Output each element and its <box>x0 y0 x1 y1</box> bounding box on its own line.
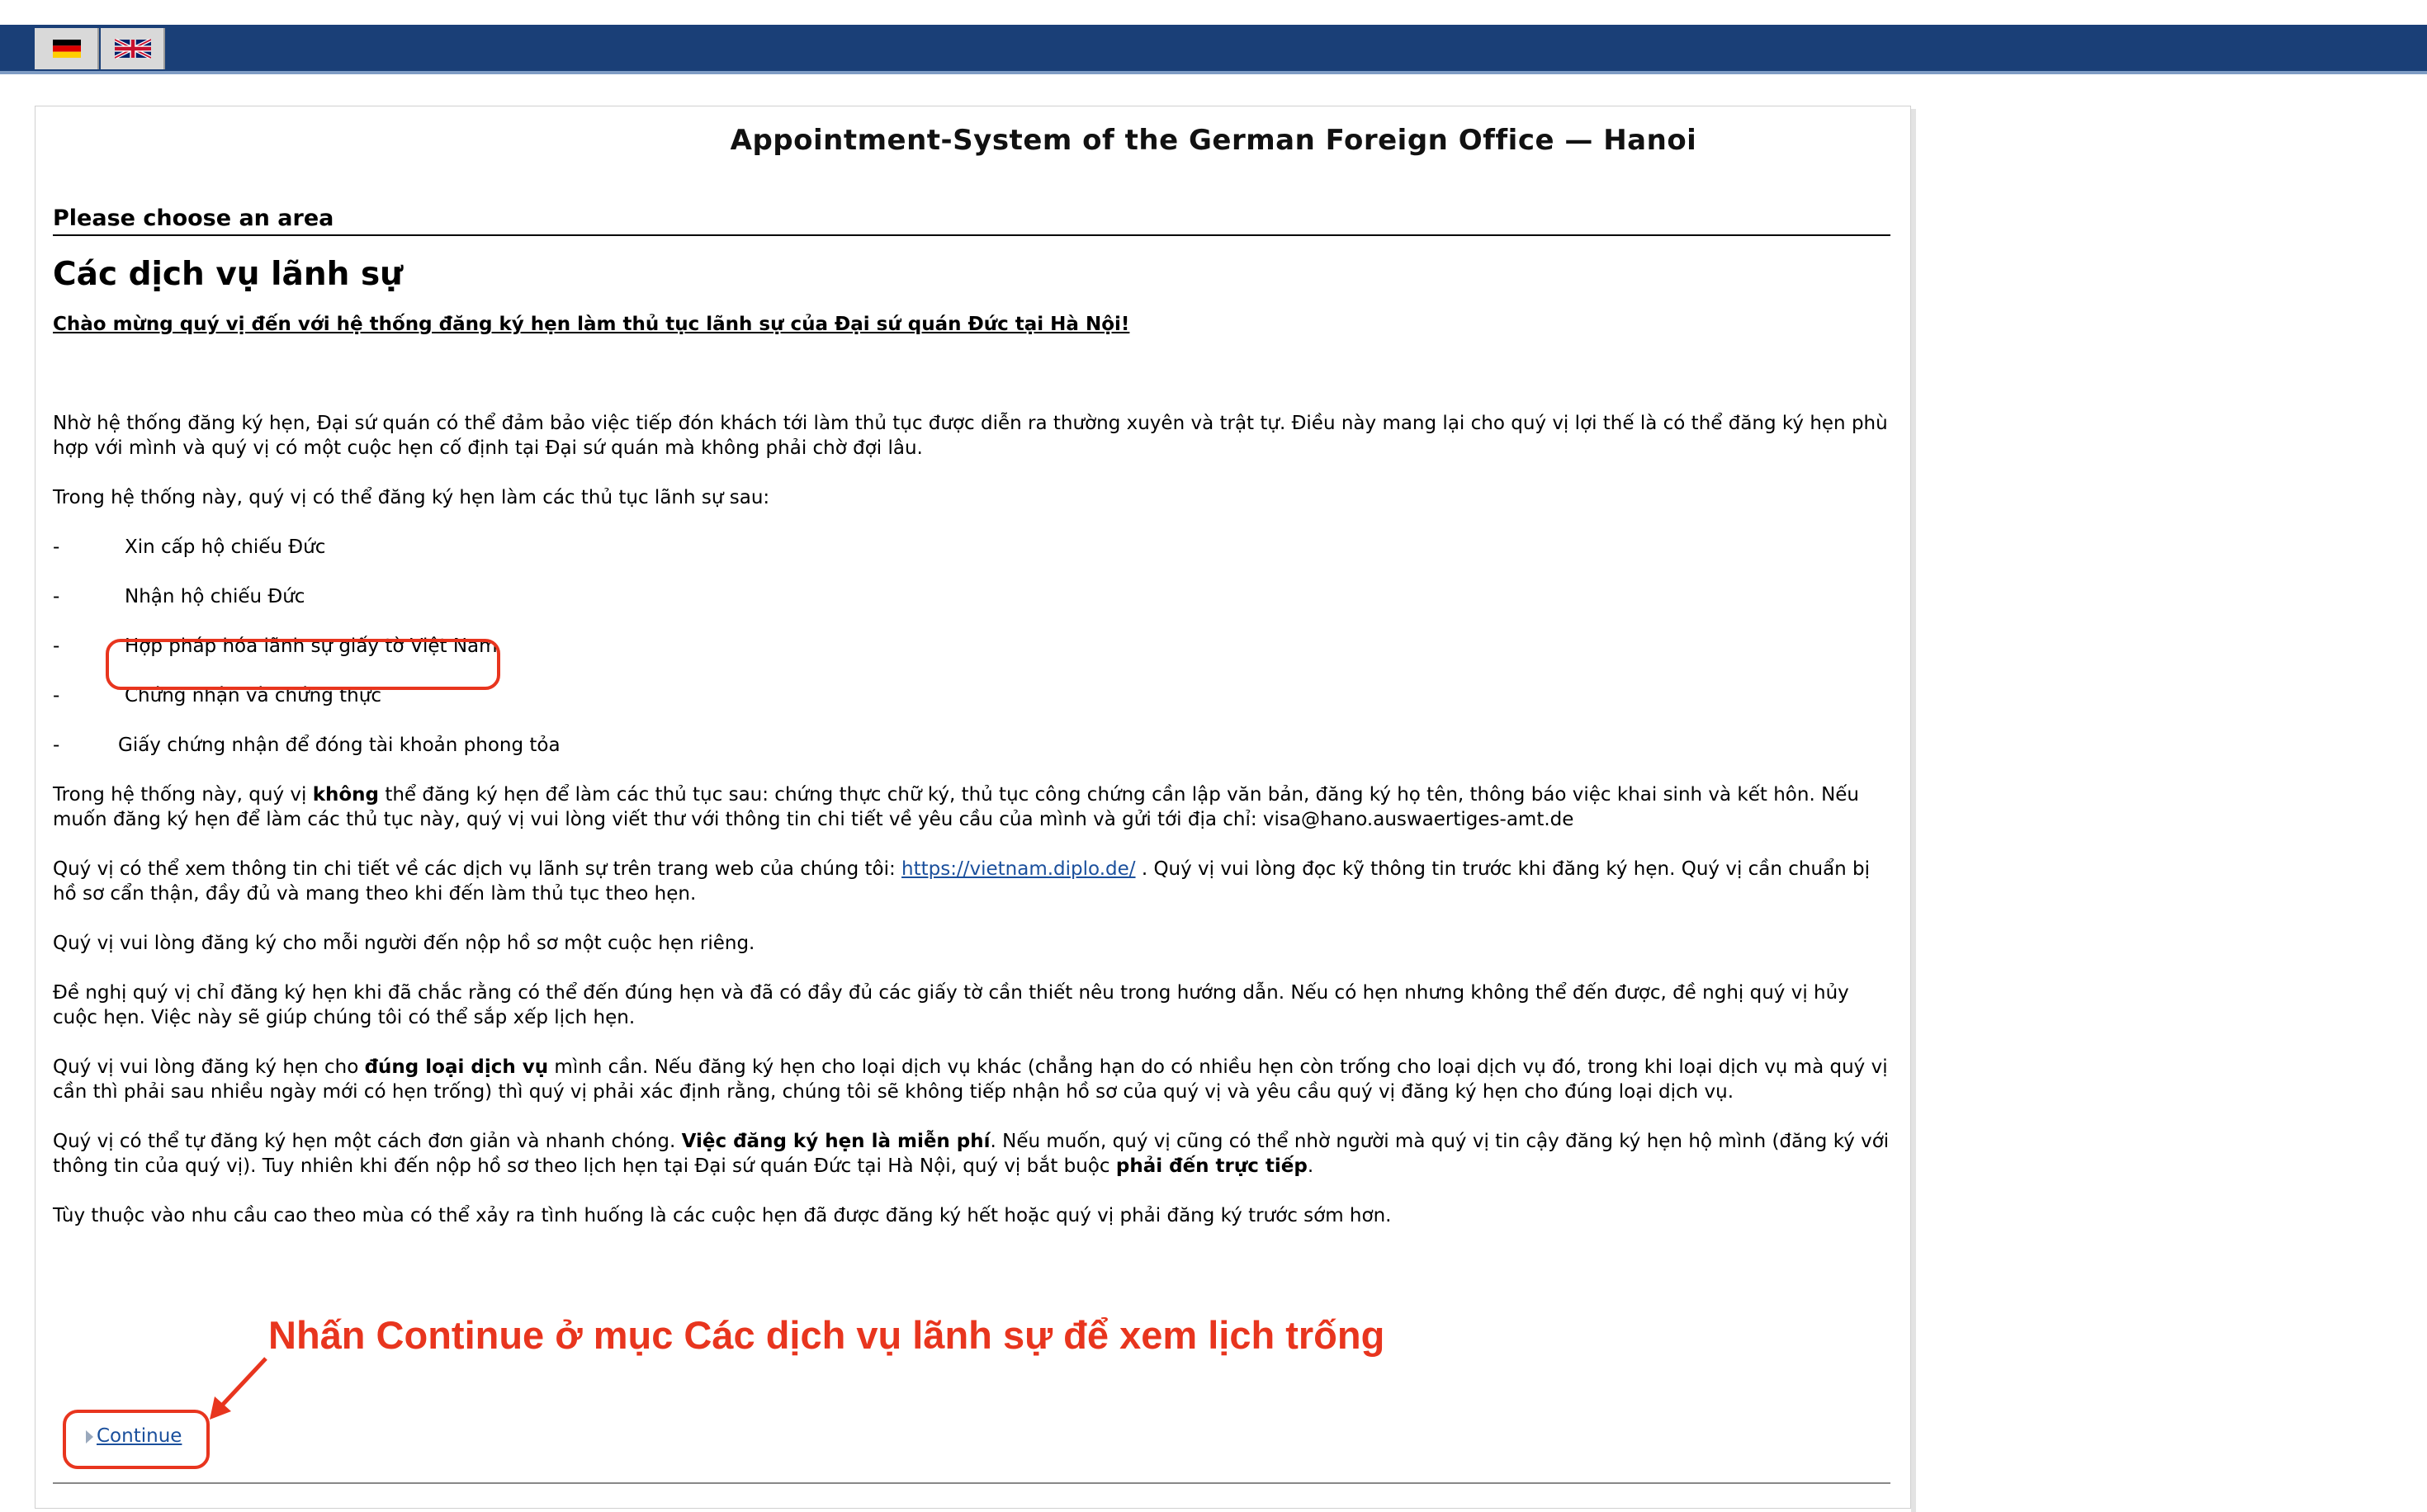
highlight-box-legalization <box>106 639 500 690</box>
list-item <box>53 733 1890 758</box>
service-item: Giấy chứng nhận để đóng tài khoản phong tỏa <box>118 735 561 756</box>
german-flag-icon <box>53 40 81 58</box>
list-item <box>53 584 1890 609</box>
list-dash: - <box>53 536 60 558</box>
attendance-paragraph: Đề nghị quý vị chỉ đăng ký hẹn khi đã chắc rằng có thể đến đúng hẹn và đã có đầy đủ các giấy tờ cần thiết nêu trong hướng dẫn. Nếu có hẹn nhưng không thể đến được, đề nghị quý vị hủy cuộc hẹn. Việc này sẽ giúp chúng tôi có thể sắp xếp lịch hẹn. <box>53 982 1849 1028</box>
uk-flag-icon <box>115 39 151 59</box>
one-appointment-paragraph: Quý vị vui lòng đăng ký cho mỗi người đến nộp hồ sơ một cuộc hẹn riêng. <box>53 933 755 954</box>
list-dash: - <box>53 685 60 706</box>
annotation-instruction: Nhấn Continue ở mục Các dịch vụ lãnh sự để xem lịch trống <box>268 1313 1385 1357</box>
list-dash: - <box>53 636 60 657</box>
service-item-highlighted: Hợp pháp hóa lãnh sự giấy tờ Việt Nam <box>125 636 498 657</box>
service-item: Nhận hộ chiếu Đức <box>125 586 305 607</box>
bottom-divider <box>53 1482 1890 1484</box>
section-title: Các dịch vụ lãnh sự <box>53 256 403 293</box>
arrow-right-icon <box>86 1430 93 1443</box>
services-intro: Trong hệ thống này, quý vị có thể đăng ký hẹn làm các thủ tục lãnh sự sau: <box>53 487 770 508</box>
service-item: Xin cấp hộ chiếu Đức <box>125 536 326 558</box>
welcome-message: Chào mừng quý vị đến với hệ thống đăng ký hẹn làm thủ tục lãnh sự của Đại sứ quán Đức tại Hà Nội! <box>53 314 1130 335</box>
continue-link[interactable]: Continue <box>97 1425 182 1447</box>
service-type-paragraph: Quý vị vui lòng đăng ký hẹn cho đúng loại dịch vụ mình cần. Nếu đăng ký hẹn cho loại dịch vụ khác (chẳng hạn do có nhiều hẹn còn trống cho loại dịch vụ đó, trong khi loại dịch vụ mà quý vị cần thì phải sau nhiều ngày mới có hẹn trống) thì quý vị phải xác định rằng, chúng tôi sẽ không tiếp nhận hồ sơ của quý vị và yêu cầu quý vị đăng ký hẹn cho đúng loại dịch vụ. <box>53 1056 1888 1103</box>
service-item: Chứng nhận và chứng thực <box>125 685 381 706</box>
top-bar-divider <box>0 71 2427 74</box>
panel-shadow <box>1911 109 1916 1512</box>
content-area <box>53 206 1890 1253</box>
excluded-services-paragraph: Trong hệ thống này, quý vị không thể đăng ký hẹn để làm các thủ tục sau: chứng thực chữ ký, thủ tục công chứng cần lập văn bản, đăng ký họ tên, thông báo việc khai sinh và kết hôn. Nếu muốn đăng ký hẹn để làm các thủ tục này, quý vị vui lòng viết thư với thông tin chi tiết về yêu cầu của mình và gửi tới địa chỉ: visa@hano.auswaertiges-amt.de <box>53 784 1860 830</box>
intro-paragraph: Nhờ hệ thống đăng ký hẹn, Đại sứ quán có thể đảm bảo việc tiếp đón khách tới làm thủ tục được diễn ra thường xuyên và trật tự. Điều này mang lại cho quý vị lợi thế là có thể đăng ký hẹn phù hợp với mình và quý vị có một cuộc hẹn cố định tại Đại sứ quán mà không phải chờ đợi lâu. <box>53 413 1888 459</box>
embassy-website-link[interactable]: https://vietnam.diplo.de/ <box>901 858 1136 880</box>
choose-area-heading: Please choose an area <box>53 206 1890 236</box>
seasonal-demand-paragraph: Tùy thuộc vào nhu cầu cao theo mùa có thể xảy ra tình huống là các cuộc hẹn đã được đăng ký hết hoặc quý vị phải đăng ký trước sớm hơn. <box>53 1205 1392 1226</box>
annotation-arrow-icon <box>206 1354 305 1428</box>
list-dash: - <box>53 586 60 607</box>
list-item <box>53 535 1890 560</box>
free-registration-paragraph: Quý vị có thể tự đăng ký hẹn một cách đơn giản và nhanh chóng. Việc đăng ký hẹn là miễn phí. Nếu muốn, quý vị cũng có thể nhờ người mà quý vị tin cậy đăng ký hẹn hộ mình (đăng ký với thông tin của quý vị). Tuy nhiên khi đến nộp hồ sơ theo lịch hẹn tại Đại sứ quán Đức tại Hà Nội, quý vị bắt buộc phải đến trực tiếp. <box>53 1131 1890 1177</box>
website-info-paragraph: Quý vị có thể xem thông tin chi tiết về các dịch vụ lãnh sự trên trang web của chúng tôi: https://vietnam.diplo.de/ . Quý vị vui lòng đọc kỹ thông tin trước khi đăng ký hẹn. Quý vị cần chuẩn bị hồ sơ cẩn thận, đầy đủ và mang theo khi đến làm thủ tục theo hẹn. <box>53 858 1871 905</box>
page-title: Appointment-System of the German Foreign Office — Hanoi <box>730 124 1697 157</box>
continue-link-wrapper <box>86 1425 182 1447</box>
language-german-button[interactable] <box>35 28 99 69</box>
language-english-button[interactable] <box>101 28 165 69</box>
top-navigation-bar <box>0 25 2427 71</box>
list-dash: - <box>53 735 60 756</box>
